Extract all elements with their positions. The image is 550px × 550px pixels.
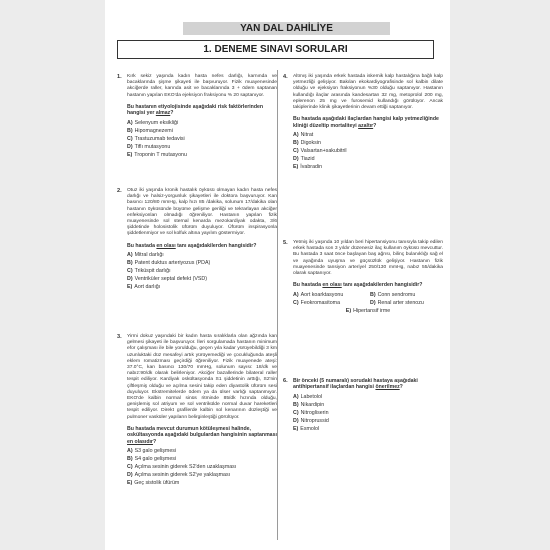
option-b[interactable]: B) S4 galo gelişmesi xyxy=(127,456,177,463)
question-6 xyxy=(283,378,443,433)
question-number: 4. xyxy=(283,74,288,80)
section-banner: YAN DAL DAHİLİYE xyxy=(183,22,390,35)
question-prompt: Bu hastada en olası tanı aşağıdakilerden hangisidir? xyxy=(127,242,257,249)
option-b[interactable]: B) Conn sendromu xyxy=(370,291,416,298)
exam-page xyxy=(105,0,450,550)
option-e[interactable]: E) Hipertansif irme xyxy=(345,307,391,314)
option-e[interactable]: E) Aort darlığı xyxy=(127,284,161,291)
option-c[interactable]: C) Feokromasitoma xyxy=(293,299,341,306)
option-c[interactable]: C) Açılma sesinin giderek S2'den uzaklaşması xyxy=(127,464,237,471)
column-divider xyxy=(277,70,278,540)
option-d[interactable]: D) Tiflı mutasyonu xyxy=(127,143,171,150)
question-prompt: Bu hastada en olası tanı aşağıdakilerden hangisidir? xyxy=(293,282,423,289)
answer-options xyxy=(293,291,443,307)
option-b[interactable]: B) Nikardipin xyxy=(293,401,325,408)
option-a[interactable]: A) Aort koarktasyonu xyxy=(293,291,344,298)
option-d[interactable]: D) Ventriküler septal defekt (VSD) xyxy=(127,276,208,283)
option-d[interactable]: D) Nitroprussid xyxy=(293,417,329,424)
question-number: 6. xyxy=(283,378,288,384)
question-stem: Yetmiş iki yaşında 10 yıldan beri hipertansiyonu tanısıyla takip edilen erkek hastada son 3 yıldır düzenesiz ilaç kullanım öyküsü mevcuttur. Bu hastada 3 saat önce başlayan baş ağrısı, bilinç bulanıklığı sağ el ve ayağında uyuşma ve güçsüzlük gelişiyor. Hastanın fizik muayenesinde tansiyon arteriyel 250/130 mmHg, nabız 55/dakika olarak saptanıyor. xyxy=(293,240,443,277)
question-number: 3. xyxy=(117,334,122,340)
exam-title-box: 1. DENEME SINAVI SORULARI xyxy=(117,40,434,59)
option-b[interactable]: B) Digoksin xyxy=(293,140,321,147)
question-prompt: Bu hastanın etiyolojisinde aşağıdaki risk faktörlerinden hangisi yer almaz? xyxy=(127,103,264,117)
option-e[interactable]: E) İvabradin xyxy=(293,164,323,171)
option-a[interactable]: A) S3 galo gelişmesi xyxy=(127,448,177,455)
question-3 xyxy=(117,334,277,487)
question-stem: Otuz iki yaşında kronik hastalık öyküsü olmayan kadın hasta nefes darlığı ve halsiz-yorgunluk şikayetleri ile doktora başvuruyor. Kan basıncı 120/80 mmHg, kalp hızı 85 /dakika, solunum 17/dakika olan hastanın öyküsünde büyüme gelişme geriliği ve tekrarlayan akciğer enfeksiyonları olmadığı öğreniliyor. Hastanın yapılan fizik muayenesinde sol sternal kenarda mezokardiyak odakta, 3/6 şiddetinde holosistolik üfürüm duyuluyor. Üfürüm inspirasyonla şiddetlenmiyor ve sol kolfuk altına yayılım göstermiyor. xyxy=(127,188,277,237)
option-a[interactable]: A) Nitrat xyxy=(293,132,314,139)
option-e[interactable]: E) Esmolol xyxy=(293,425,320,432)
option-b[interactable]: B) Hipomagnezemi xyxy=(127,127,173,134)
question-prompt: Bu hastada aşağıdaki ilaçlardan hangisi kalp yetmezliğinde kliniği düzeltip mortaliteyi azaltır? xyxy=(293,116,439,129)
answer-options xyxy=(293,131,443,171)
question-stem: Altmış iki yaşında erkek hastada iskemik kalp hastalığına bağlı kalp yetmezliği gelişiyor. Bakılan ekokardiyografisinde sol kalbin dilate olduğu ve ejeksiyon fraksiyonun %30 olduğu saptanıyor. Hastanın kullandığı ilaçlar arasında kandesartan 32 mg, metoprolol 200 mg, eplerenon 25 mg ve furosemid kullandığı görülüyor. Ancak takiplerinde klinik şikayetlerinin devam ettiği saptanıyor. xyxy=(293,74,443,111)
option-e[interactable]: E) Geç sistolik üfürüm xyxy=(127,480,180,487)
question-number: 1. xyxy=(117,74,122,80)
option-b[interactable]: B) Patent duktus arteriyozus (PDA) xyxy=(127,260,211,267)
option-e[interactable]: E) Troponin T mutasyonu xyxy=(127,151,187,158)
question-prompt: Bu hastada mevcut durumun kötüleşmesi halinde, oskültasyonda aşağıdaki bulgulardan hangisinin saptanması en olasıdır? xyxy=(127,425,277,445)
option-a[interactable]: A) Mitral darlığı xyxy=(127,252,164,259)
option-c[interactable]: C) Trastuzumab tedavisi xyxy=(127,135,185,142)
option-c[interactable]: C) Nitrogliserin xyxy=(293,409,329,416)
option-a[interactable]: A) Selenyum eksikliği xyxy=(127,119,179,126)
option-d[interactable]: D) Tiazid xyxy=(293,156,315,163)
option-d[interactable]: D) Açılma sesinin giderek S2'ye yaklaşması xyxy=(127,472,231,479)
answer-options xyxy=(127,119,277,159)
question-stem: Kırk sekiz yaşında kadın hasta nefes darlığı, karnında ve bacaklarında şişme şikayeti ile başvuruyor. Fizik muayenesinde akciğerde raller, karında asit ve bacaklarında 3 + ödem saptanan hastanın yapılan EKO'da ejeksiyon fraksiyonu % 20 saptanıyor. xyxy=(127,74,277,98)
answer-options xyxy=(127,251,277,291)
question-1 xyxy=(117,74,277,159)
question-stem: Yirmi dokuz yaşındaki bir kadın hasta sıralıklarla olan ağzında kan gelmesi şikayeti ile başvuruyor. İleri sorgulamada hastanın minimum efor çalışması ile bile yorulduğu, geçen yıla kadar yürüyebildiği 3 km uzunluktaki düz mesafeyi artık yürüyemediği ve çocukluğunda ateşli eklem romatizması geçirdiği öğreniliyor. Fizik muayenede ateşi: 37.0°C, kan basıncı 130/70 mmHg, solunum sayısı: 18/dk ve nabız:90/dk olarak belirleniyor. Akciğer bazallerinde bilateral raller tespit ediliyor. Kardiyak oskültasyonda S1 şiddetinin arttığı, S2'nin çiftleşmiş olduğu ve açılma sesini takip eden diyastolik üfürüm sesi duyuluyor. Ekstremitelerde ödem ya da ülser varlığı saptanmıyor. EKO'de kalbin normal sinüs ritminde 85/dk hızında olduğu, genişlemiş sol atriyum ve sol ventrikülde normal duvar hareketleri tespit ediliyor. Direkt grafilerde kalbin sol kenarının düzleştiği ve pulmoner vasküler yapıların belirginleştiği görülüyor. xyxy=(127,334,277,420)
question-prompt: Bir önceki (5 numaralı) sorudaki hastaya aşağıdaki antihipertansif ilaçlardan hangisi önerilmez? xyxy=(293,378,418,391)
answer-options xyxy=(293,393,443,433)
question-5 xyxy=(283,240,443,315)
question-4 xyxy=(283,74,443,171)
answer-options xyxy=(127,447,277,487)
option-d[interactable]: D) Renal arter stenozu xyxy=(370,299,424,306)
question-2 xyxy=(117,188,277,291)
question-number: 2. xyxy=(117,188,122,194)
option-c[interactable]: C) Triküspit darlığı xyxy=(127,268,171,275)
option-a[interactable]: A) Labetolol xyxy=(293,393,323,400)
question-number: 5. xyxy=(283,240,288,246)
option-c[interactable]: C) Valsartan+sakubitril xyxy=(293,148,347,155)
